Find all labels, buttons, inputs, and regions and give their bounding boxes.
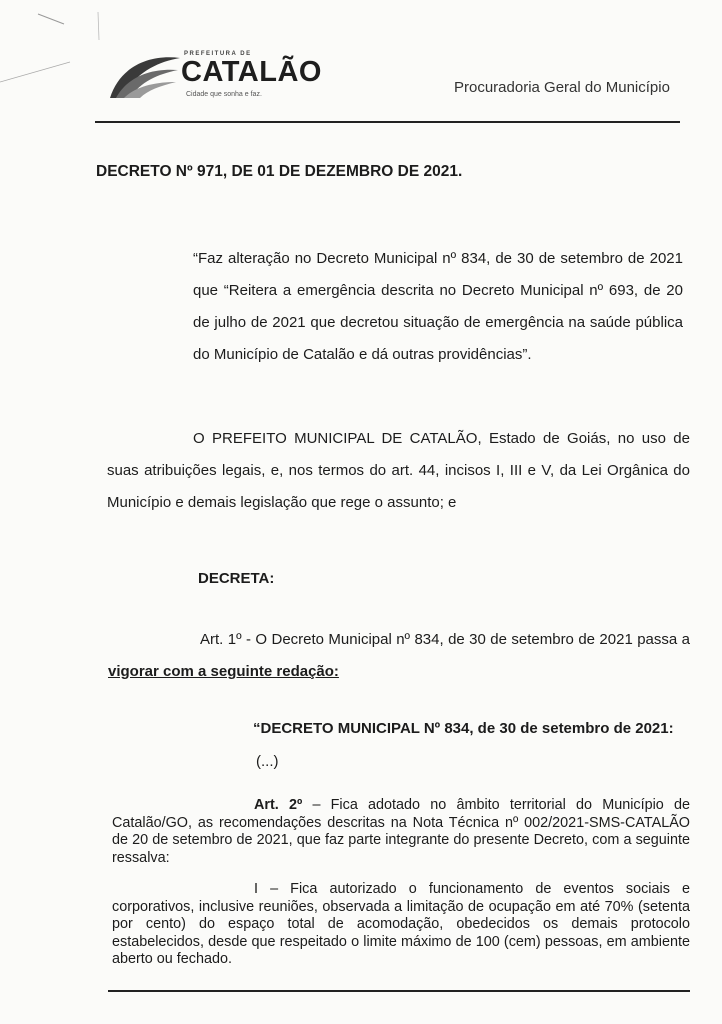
article-2-text: – Fica adotado no âmbito territorial do Município de Catalão/GO, as recomendações descritas na Nota Técnica nº 002/2021-SMS-CATALÃO de 20 de setembro de 2021, que faz parte integrante do presente Decreto, com a seguinte ressalva: (112, 797, 691, 866)
article-2 (112, 797, 690, 867)
inciso-1-text: I – Fica autorizado o funcionamento de eventos sociais e corporativos, inclusive reuniões, observada a limitação de ocupação em até 70% (setenta por cento) do espaço total de acomodação, obedecidos os demais protocolo estabelecidos, desde que respeitado o limite máximo de 100 (cem) pessoas, em ambiente aberto ou fechado. (112, 881, 690, 967)
article-1-text: Art. 1º - O Decreto Municipal nº 834, de 30 de setembro de 2021 passa a (200, 631, 690, 648)
decree-ementa: “Faz alteração no Decreto Municipal nº 834, de 30 de setembro de 2021 que “Reitera a emergência descrita no Decreto Municipal nº 693, de 20 de julho de 2021 que decretou situação de emergência na saúde pública do Município de Catalão e dá outras providências”. (193, 250, 683, 363)
ellipsis: (...) (256, 753, 279, 770)
header-divider (95, 121, 680, 123)
article-1 (108, 624, 690, 688)
footer-divider (108, 990, 690, 992)
catalao-logo-icon (106, 48, 184, 102)
logo-name: CATALÃO (181, 56, 322, 88)
logo-prefix: PREFEITURA DE (184, 51, 252, 57)
preamble-text: O PREFEITO MUNICIPAL DE CATALÃO, Estado de Goiás, no uso de suas atribuições legais, e, nos termos do art. 44, incisos I, III e V, da Lei Orgânica do Município e demais legislação que rege o assunto; e (107, 430, 690, 511)
article-1-underlined: vigorar com a seguinte redação: (108, 663, 339, 680)
logo-tagline: Cidade que sonha e faz. (186, 91, 262, 98)
quoted-decree-title: “DECRETO MUNICIPAL Nº 834, de 30 de setembro de 2021: (253, 720, 674, 737)
decree-title: DECRETO Nº 971, DE 01 DE DEZEMBRO DE 2021. (96, 163, 463, 180)
department-name: Procuradoria Geral do Município (454, 79, 670, 96)
article-2-label: Art. 2º (254, 797, 303, 813)
preamble-paragraph (107, 423, 690, 519)
inciso-1 (112, 881, 690, 969)
decreta-heading: DECRETA: (198, 570, 275, 587)
